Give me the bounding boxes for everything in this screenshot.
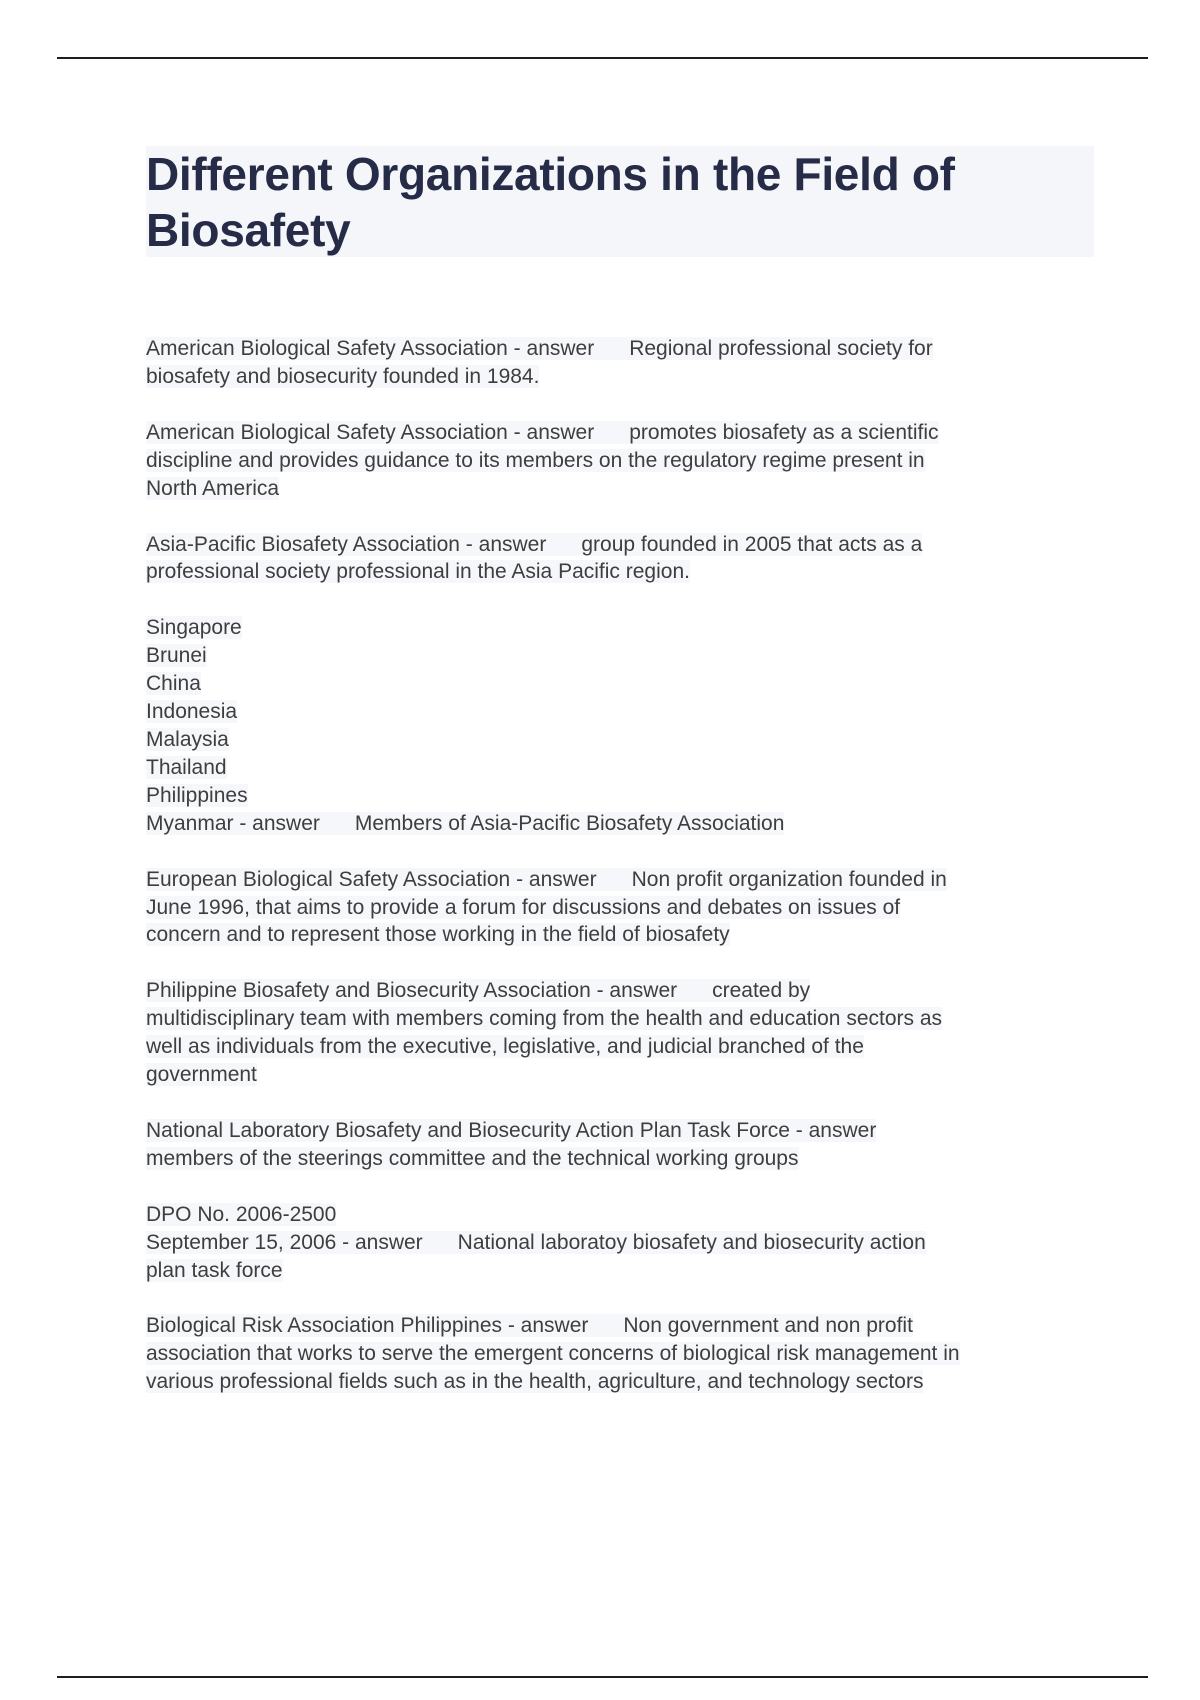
entry-line (146, 363, 1106, 391)
entry-text: China (146, 672, 201, 696)
flashcard-entry (146, 335, 1106, 391)
entry-line (146, 419, 1106, 447)
entry-line (146, 335, 1106, 363)
entry-text: North America (146, 476, 280, 500)
entry-text: Thailand (146, 755, 227, 779)
entry-line (146, 558, 1106, 586)
flashcard-entry (146, 1117, 1106, 1173)
entry-text: Singapore (146, 616, 242, 640)
entry-text: Asia-Pacific Biosafety Association - answer group founded in 2005 that acts as a (146, 532, 923, 556)
entry-text: members of the steerings committee and the technical working groups (146, 1146, 799, 1170)
entry-text: European Biological Safety Association - answer Non profit organization founded in (146, 867, 947, 891)
entry-text: government (146, 1063, 257, 1087)
entry-line (146, 531, 1106, 559)
entry-text: plan task force (146, 1258, 283, 1282)
entry-text: June 1996, that aims to provide a forum for discussions and debates on issues of (146, 895, 901, 919)
entry-line (146, 810, 1106, 838)
entry-line (146, 1033, 1106, 1061)
entry-line (146, 1257, 1106, 1285)
entry-text: various professional fields such as in the health, agriculture, and technology sectors (146, 1370, 924, 1394)
entry-line (146, 1312, 1106, 1340)
entry-line (146, 1340, 1106, 1368)
entry-line (146, 698, 1106, 726)
flashcard-entry (146, 1312, 1106, 1396)
entry-line (146, 1117, 1106, 1145)
entry-line (146, 894, 1106, 922)
flashcard-entry (146, 977, 1106, 1089)
flashcard-entry (146, 531, 1106, 587)
flashcard-entry (146, 614, 1106, 837)
entry-text: professional society professional in the Asia Pacific region. (146, 560, 690, 584)
entry-text: concern and to represent those working in the field of biosafety (146, 923, 730, 947)
entry-line (146, 782, 1106, 810)
entry-line (146, 1368, 1106, 1396)
entry-line (146, 670, 1106, 698)
flashcard-entry (146, 866, 1106, 950)
flashcard-list (146, 335, 1106, 1424)
entry-line (146, 1061, 1106, 1089)
entry-text: Indonesia (146, 700, 238, 724)
title-block (146, 146, 1094, 257)
entry-line (146, 475, 1106, 503)
entry-line (146, 977, 1106, 1005)
entry-line (146, 921, 1106, 949)
flashcard-entry (146, 1201, 1106, 1285)
entry-line (146, 866, 1106, 894)
entry-line (146, 1229, 1106, 1257)
entry-line (146, 1005, 1106, 1033)
entry-line (146, 1201, 1106, 1229)
entry-text: American Biological Safety Association - answer Regional professional society for (146, 337, 933, 360)
entry-text: Philippines (146, 783, 248, 807)
entry-text: DPO No. 2006-2500 (146, 1202, 337, 1226)
title-line: Biosafety (146, 204, 351, 256)
entry-line (146, 614, 1106, 642)
entry-text: multidisciplinary team with members coming from the health and education sectors as (146, 1007, 943, 1031)
entry-text: biosafety and biosecurity founded in 1984. (146, 364, 540, 388)
flashcard-entry (146, 419, 1106, 503)
entry-text: American Biological Safety Association - answer promotes biosafety as a scientific (146, 420, 939, 444)
header-rule (57, 57, 1148, 59)
entry-line (146, 447, 1106, 475)
entry-line (146, 1145, 1106, 1173)
entry-line (146, 726, 1106, 754)
entry-text: Myanmar - answer Members of Asia-Pacific Biosafety Association (146, 811, 785, 835)
entry-text: Malaysia (146, 727, 229, 751)
entry-text: Philippine Biosafety and Biosecurity Association - answer created by (146, 979, 811, 1003)
footer-rule (57, 1676, 1148, 1678)
entry-text: Biological Risk Association Philippines - answer Non government and non profit (146, 1314, 913, 1338)
entry-text: discipline and provides guidance to its members on the regulatory regime present in (146, 448, 925, 472)
entry-text: Brunei (146, 644, 207, 668)
page-title (146, 146, 1094, 258)
entry-text: well as individuals from the executive, legislative, and judicial branched of the (146, 1035, 864, 1059)
title-line: Different Organizations in the Field of (146, 148, 955, 200)
entry-line (146, 642, 1106, 670)
entry-text: association that works to serve the emergent concerns of biological risk management in (146, 1342, 960, 1366)
entry-text: September 15, 2006 - answer National laboratoy biosafety and biosecurity action (146, 1230, 926, 1254)
entry-text: National Laboratory Biosafety and Biosecurity Action Plan Task Force - answer (146, 1118, 877, 1142)
entry-line (146, 754, 1106, 782)
